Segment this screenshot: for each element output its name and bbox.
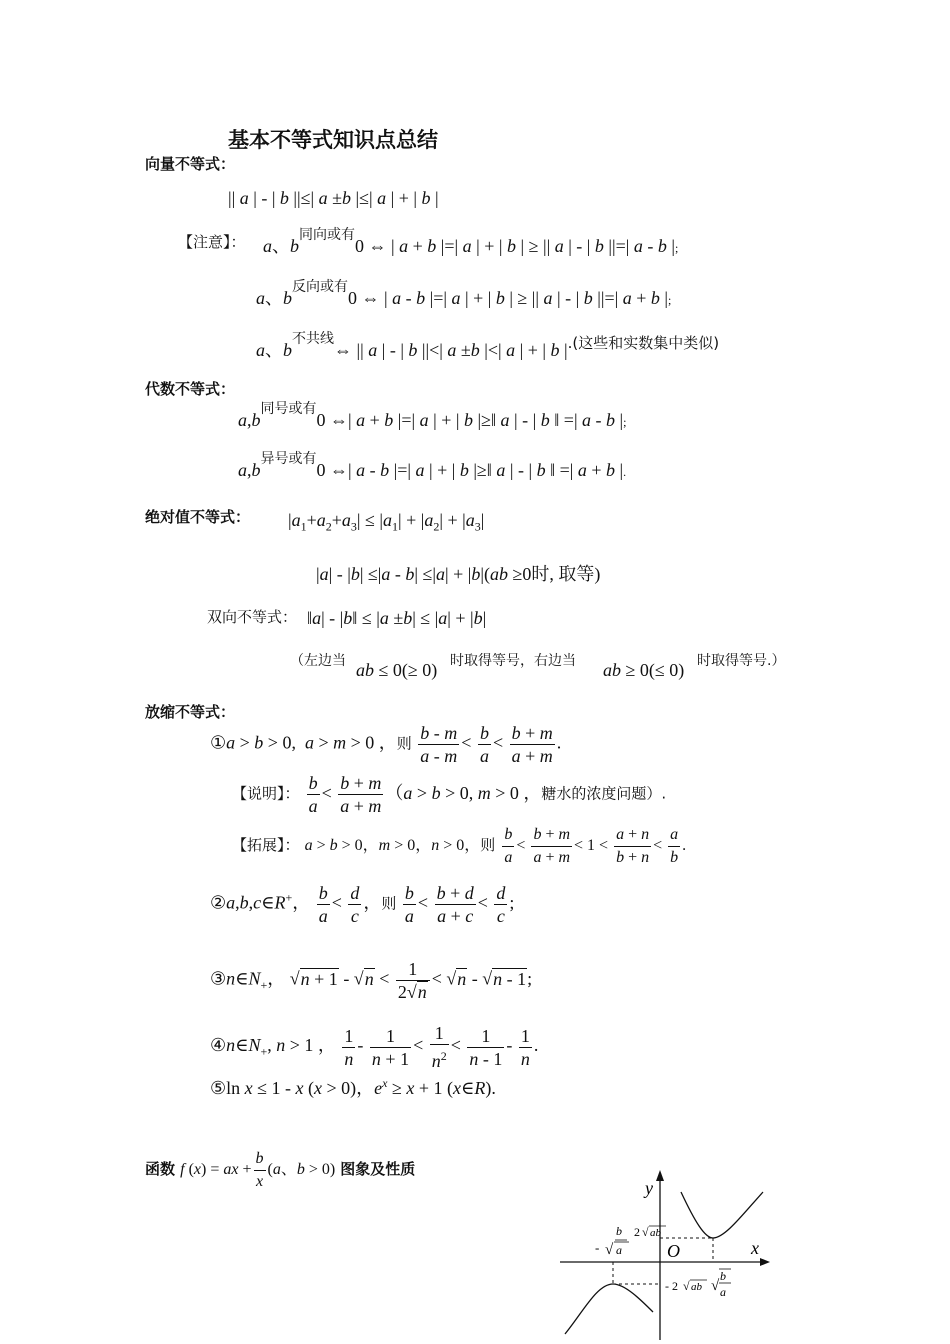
sugar-label: 糖水的浓度问题）. [541,784,667,803]
then-label-2: 则 [480,836,496,855]
svg-text:b: b [720,1269,726,1283]
section-vector-heading: 向量不等式： [145,155,236,173]
svg-text:ab: ab [691,1281,702,1293]
diff-sign-label: 异号或有 [260,451,317,467]
scaling-item-2: ②a,b,c∈R+， $\frac{b}{a}$ < $\frac{d}{c}$ ，则 $\frac{b}{a}$ < $\frac{b + d}{a + c}$ < $\frac{d}{c}$ ; [210,883,515,926]
explain-label: 【说明】： [232,784,300,803]
section-absolute-heading: 绝对值不等式： [145,508,251,526]
neg-sign: - [595,1240,600,1255]
function-heading: 函数 f (x) = ax + $\frac{b}{x}$ (a、b > 0) 图象及性质 [145,1150,416,1190]
y-axis-arrow [656,1170,664,1181]
neg-root-label [595,1224,629,1258]
section-scaling-heading: 放缩不等式： [145,703,236,721]
absolute-two-terms: |a| - |b| ≤|a - b| ≤|a| + |b|(ab ≥0时, 取等) [316,564,601,584]
min-value-label [634,1225,666,1239]
similar-note: .(这些和实数集中类似) [567,334,720,352]
function-prefix: 函数 [145,1160,176,1179]
x-axis-arrow [760,1258,770,1266]
svg-text:ab: ab [650,1227,661,1239]
x-axis-label: x [751,1238,759,1258]
max-value-coef: - 2 [665,1279,678,1293]
vector-inequality: || a | - | b ||≤| a ±b |≤| a | + | b | [228,188,439,208]
scaling-item-5: ⑤ln x ≤ 1 - x (x > 0)，$e^x \ge x + 1$ (x∈R). [210,1076,496,1098]
max-value-label [665,1279,707,1293]
two-way-inequality: ‖a| - |b‖ ≤ |a ±b| ≤ |a| + |b| [307,608,487,628]
right-condition: ab ≥ 0(≤ 0) [603,660,685,680]
not-collinear-label: 不共线 [292,331,334,347]
curve-right-branch [681,1192,763,1238]
same-sign-label: 同号或有 [260,401,317,417]
neg-radical: √ [605,1242,614,1258]
vector-note-opposite: a、$b^{反向或有}0$ ⇔ | a - b |=| a | + | b | ≥ || a | - | b ||=| a + b |; [256,279,672,308]
scaling-item-4: $④n\in N_+$, n > 1 ， $\frac{1}{n}$ - $\frac{1}{n + 1}$ < $\frac{1}{n^2}$ < $\frac{1}{n - 1}$ - $\frac{1}{n}$ . [210,1023,539,1071]
same-dir-label: 同向或有 [299,227,355,243]
left-when-label: （左边当 [290,653,346,669]
then-label-3: 则 [381,894,397,913]
origin-label: O [667,1241,680,1261]
svg-text:√: √ [683,1279,690,1293]
svg-text:a: a [720,1285,726,1299]
scaling-item-1: ①a > b > 0, a > m > 0 ，则 $\frac{b - m}{a - m}$ < $\frac{b}{a}$ < $\frac{b + m}{a + m}$ . [210,723,562,766]
eq-right-label: 时取得等号，右边当 [450,653,576,669]
min-value-coef: 2 [634,1225,640,1239]
explain-row: 【说明】： $\frac{b}{a}$ < $\frac{b + m}{a + m}$ （a > b > 0, m > 0 ，糖水的浓度问题）. [232,773,667,816]
function-suffix: 图象及性质 [340,1160,416,1179]
curve-left-branch [565,1284,653,1334]
left-condition: ab ≤ 0(≥ 0) [356,660,438,680]
y-axis-label: y [645,1178,653,1198]
vector-note-same: a、$b^{同向或有}0$ ⇔ | a + b |=| a | + | b | ≥ || a | - | b ||=| a - b |; [263,227,679,256]
extend-row: 【拓展】： a > b > 0，m > 0，n > 0，则 $\frac{b}{a}$ < $\frac{b + m}{a + m}$ < 1 < $\frac{a + n}{b + n}$ < $\frac{a}{b}$ . [232,826,687,866]
two-way-label: 双向不等式： [207,608,298,626]
algebra-diff-sign: $a,b^{异号或有}0$ ⇔| a - b |=| a | + | b |≥‖ a | - | b ‖ =| a + b |. [238,451,627,480]
take-eq-label: 时, 取等) [531,564,601,584]
page-title: 基本不等式知识点总结 [228,128,438,152]
opp-dir-label: 反向或有 [292,279,348,295]
pos-root-label [711,1269,731,1299]
section-algebra-heading: 代数不等式： [145,380,236,398]
algebra-same-sign: $a,b^{同号或有}0$ ⇔| a + b |=| a | + | b |≥‖ a | - | b ‖ =| a - b |; [238,401,627,430]
svg-text:√: √ [642,1225,649,1239]
vector-note-noncollinear: a、$b^{不共线}\Leftrightarrow$ || a | - | b ||<| a ±b |<| a | + | b $|^{.(这些和实数集中类似)}$ [256,331,720,360]
absolute-three-terms: $|a_1+a_2+a_3| \le |a_1| + |a_2| + |a_3|$ [288,510,485,534]
extend-label: 【拓展】： [232,836,300,855]
eq-end-label: 时取得等号.） [697,653,786,669]
note-label: 【注意】： [178,233,246,251]
function-graph [555,1162,780,1340]
scaling-item-3: $③n\in N_+$， √n + 1 - √n < $\frac{1}{2√n}$ < √n - √n - 1; [210,959,533,1002]
then-label-1: 则 [396,734,412,753]
svg-text:a: a [616,1243,622,1257]
svg-text:√: √ [711,1278,720,1294]
svg-text:b: b [616,1224,622,1238]
